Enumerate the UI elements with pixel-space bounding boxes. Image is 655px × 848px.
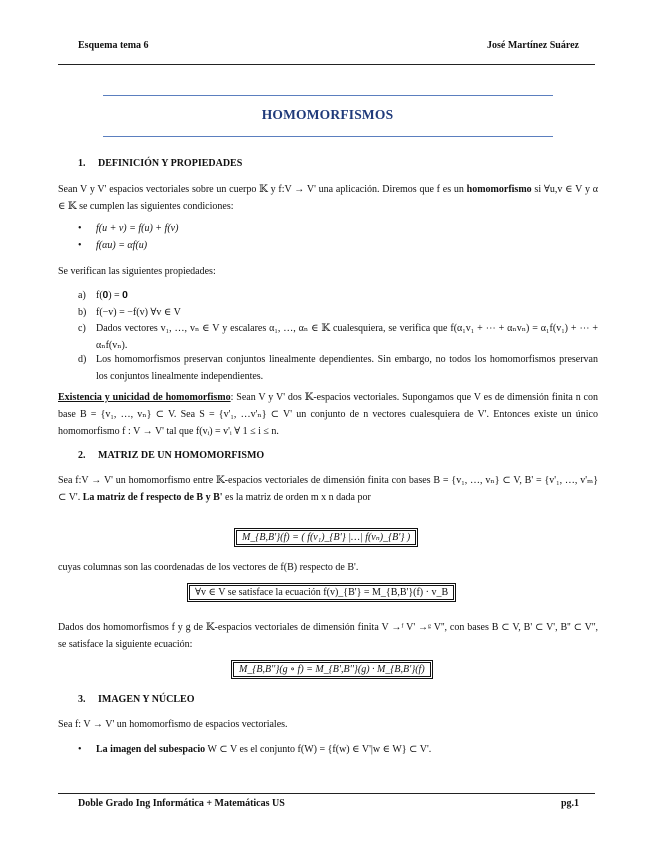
document-title: HOMOMORFISMOS — [261, 107, 394, 122]
section-number: 1. — [78, 158, 86, 169]
section-title: IMAGEN Y NÚCLEO — [98, 694, 195, 705]
property-text: f(−v) = −f(v) ∀v ∈ V — [96, 307, 181, 318]
property-text: f(𝟎) = 𝟎 — [96, 290, 128, 301]
footer-divider — [58, 793, 595, 794]
property-marker: d) — [78, 354, 87, 365]
property-item — [78, 320, 598, 354]
header-divider — [58, 64, 595, 65]
image-definition-item: • La imagen del subespacio W ⊂ V es el conjunto f(W) = {f(w) ∈ V'|w ∈ W} ⊂ V'. — [78, 744, 432, 755]
definition-term: homomorfismo — [466, 184, 532, 195]
composition-text: Dados dos homomorfismos f y g de 𝕂-espacios vectoriales de dimensión finita V →ᶠ V' →ᵍ V'', con bases B ⊂ V, B' ⊂ V', B'' ⊂ V'', se satisface la siguiente ecuación: — [58, 622, 598, 650]
title-rule-bottom — [103, 136, 553, 137]
property-item — [78, 287, 598, 304]
section-2-heading — [78, 450, 264, 461]
condition-text: f(αu) = αf(u) — [96, 240, 148, 251]
header-left: Esquema tema 6 — [78, 40, 149, 51]
image-term: La imagen del subespacio — [96, 744, 206, 755]
section-1-heading — [78, 158, 242, 169]
footer-left: Doble Grado Ing Informática + Matemáticas US — [78, 798, 285, 809]
property-text: Los homomorfismos preservan conjuntos linealmente dependientes. Sin embargo, no todos los homomorfismos preservan los conjuntos linealmente independientes. — [96, 354, 598, 382]
property-text: Dados vectores v₁, …, vₙ ∈ V y escalares α₁, …, αₙ ∈ 𝕂 cualesquiera, se verifica que f(α₁v₁ + ⋯ + αₙvₙ) = α₁f(v₁) + ⋯ + αₙf(vₙ). — [96, 323, 598, 351]
section-number: 2. — [78, 450, 86, 461]
condition-item: • f(u + v) = f(u) + f(v) — [78, 223, 179, 234]
section-3-heading — [78, 694, 194, 705]
header-right: José Martínez Suárez — [486, 40, 579, 51]
columns-explanation: cuyas columnas son las coordenadas de los vectores de f(B) respecto de B'. — [58, 562, 359, 573]
homomorphism-definition — [58, 181, 598, 215]
definition-text-b: si ∀u,v ∈ V y α ∈ 𝕂 se cumplen las siguientes condiciones: — [58, 184, 598, 212]
existence-title: Existencia y unicidad de homomorfismo — [58, 392, 231, 403]
property-marker: b) — [78, 307, 87, 318]
property-marker: a) — [78, 290, 86, 301]
property-marker: c) — [78, 323, 86, 334]
condition-item: • f(αu) = αf(u) — [78, 240, 148, 251]
condition-text: f(u + v) = f(u) + f(v) — [96, 223, 179, 234]
properties-intro: Se verifican las siguientes propiedades: — [58, 266, 216, 277]
existence-uniqueness — [58, 389, 598, 440]
definition-text-a: Sean V y V' espacios vectoriales sobre un cuerpo 𝕂 y f:V → V' una aplicación. Diremos que f es un — [58, 184, 467, 195]
property-item — [78, 351, 598, 385]
coordinates-equation-box: ∀v ∈ V se satisface la ecuación f(v)_{B'} = M_{B,B'}(f) · v_B — [189, 585, 454, 600]
matrix-definition — [58, 472, 598, 506]
matrix-text-a: Sea f:V → V' un homomorfismo entre 𝕂-espacios vectoriales de dimensión finita con bases B = {v₁, …, vₙ} ⊂ V, B' = {v'₁, …, v'ₘ} ⊂ V'. — [58, 475, 598, 503]
section-number: 3. — [78, 694, 86, 705]
section-title: DEFINICIÓN Y PROPIEDADES — [98, 158, 243, 169]
matrix-text-b: es la matriz de orden m x n dada por — [222, 492, 371, 503]
existence-text: : Sean V y V' dos 𝕂-espacios vectoriales. Supongamos que V es de dimensión finita n con base B = {v₁, …, vₙ} ⊂ V. Sea S = {v'₁, …v'ₙ} ⊂ V' un conjunto de n vectores cualesquiera de V'. Entonces existe un único homomorfismo f : V → V' tal que f(vᵢ) = v'ᵢ ∀ 1 ≤ i ≤ n. — [58, 392, 598, 437]
image-intro: Sea f: V → V' un homomorfismo de espacios vectoriales. — [58, 719, 288, 730]
matrix-term: La matriz de f respecto de B y B' — [82, 492, 223, 503]
section-title: MATRIZ DE UN HOMOMORFISMO — [98, 450, 265, 461]
page-number: pg.1 — [560, 798, 579, 809]
composition-equation-box: M_{B,B''}(g ∘ f) = M_{B',B''}(g) · M_{B,B'}(f) — [233, 662, 431, 677]
title-rule-top — [103, 95, 553, 96]
property-item — [78, 304, 598, 321]
image-text: W ⊂ V es el conjunto f(W) = {f(w) ∈ V'|w ∈ W} ⊂ V'. — [205, 744, 432, 755]
matrix-equation-box: M_{B,B'}(f) = ( f(v₁)_{B'} |…| f(vₙ)_{B'} ) — [236, 530, 416, 545]
